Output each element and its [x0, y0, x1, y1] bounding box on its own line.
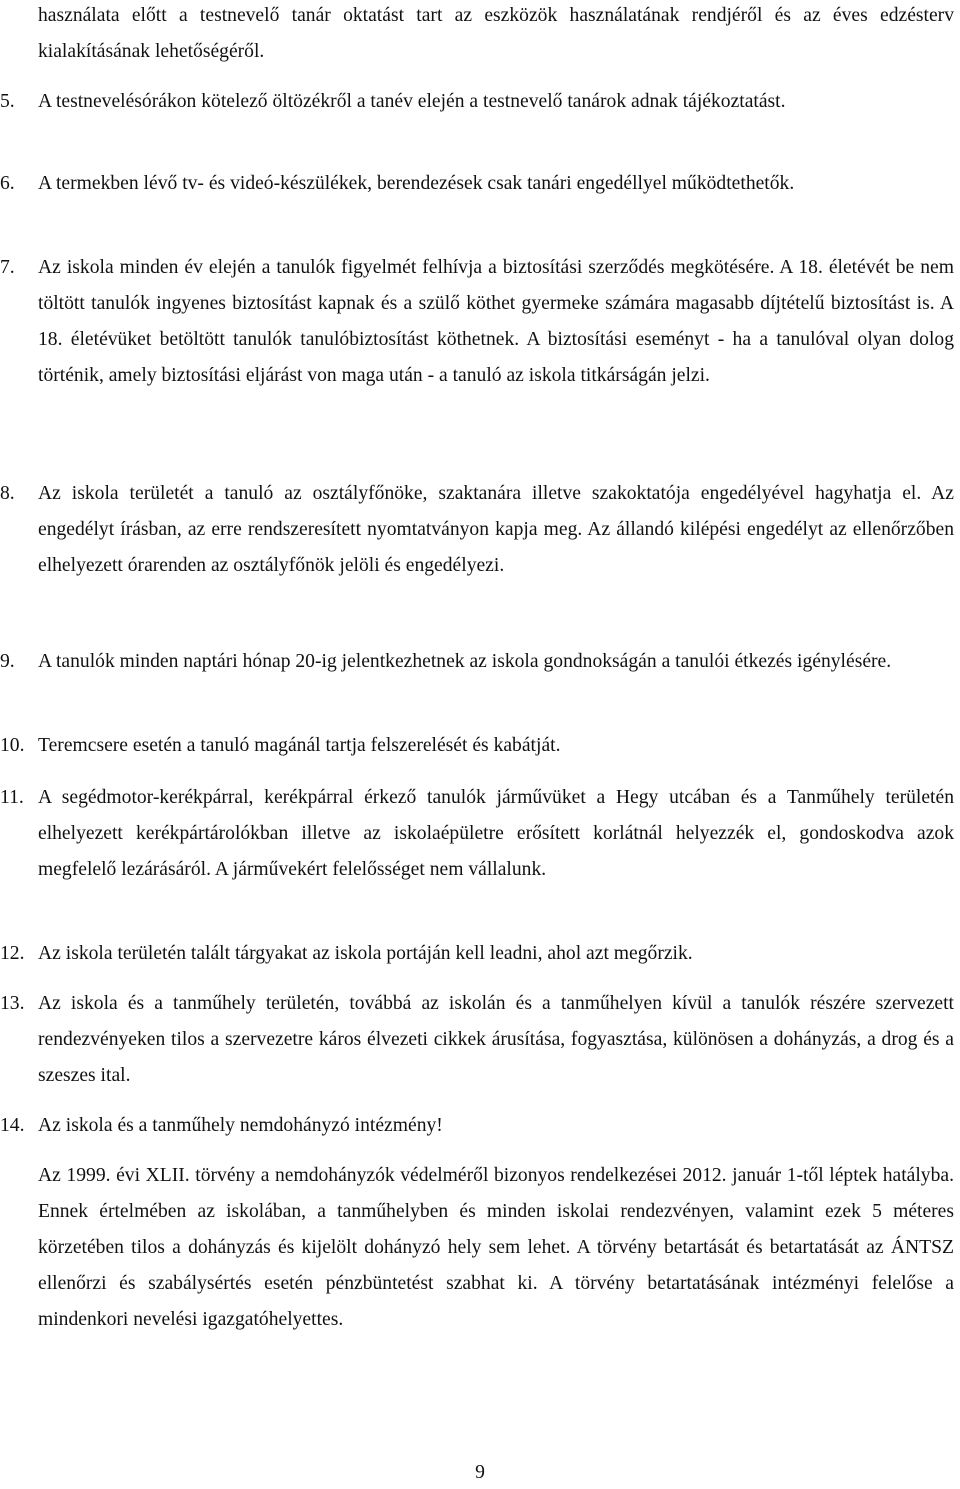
list-item-5 — [0, 84, 954, 120]
list-number: 13. — [0, 993, 25, 1014]
list-number: 11. — [0, 787, 24, 808]
list-text: Az iskola területén talált tárgyakat az iskola portáján kell leadni, ahol azt megőrzik. — [38, 943, 693, 964]
list-item-12 — [0, 936, 954, 972]
list-text: Az iskola területét a tanuló az osztályfőnöke, szaktanára illetve szakoktatója engedélyével hagyhatja el. Az engedélyt írásban, az erre rendszeresített nyomtatványon kapja meg. Az állandó kilépési engedélyt az ellenőrzőben elhelyezett órarenden az osztályfőnök jelöli és engedélyezi. — [38, 483, 954, 576]
list-number: 14. — [0, 1115, 25, 1136]
page-number: 9 — [475, 1462, 485, 1483]
list-text: Az iskola minden év elején a tanulók figyelmét felhívja a biztosítási szerződés megkötésére. A 18. életévét be nem töltött tanulók ingyenes biztosítást kapnak és a szülő köthet gyermeke számára magasabb díjtételű biztosítást is. A 18. életévüket betöltött tanulók tanulóbiztosítást köthetnek. A biztosítási eseményt - ha a tanulóval olyan dolog történik, amely biztosítási eljárást von maga után - a tanuló az iskola titkárságán jelzi. — [38, 257, 954, 386]
list-item-9 — [0, 644, 954, 680]
list-item-13 — [0, 986, 954, 1094]
list-text: A termekben lévő tv- és videó-készülékek, berendezések csak tanári engedéllyel működtethetők. — [38, 173, 795, 194]
list-text: A segédmotor-kerékpárral, kerékpárral érkező tanulók járművüket a Hegy utcában és a Tanműhely területén elhelyezett kerékpártárolókban illetve az iskolaépületre erősített korlátnál helyezzék el, gondoskodva azok megfelelő lezárásáról. A járművekért felelősséget nem vállalunk. — [38, 787, 954, 880]
list-number: 12. — [0, 943, 25, 964]
list-number: 9. — [0, 651, 15, 672]
list-item-11 — [0, 780, 954, 888]
list-text: Az iskola és a tanműhely területén, továbbá az iskolán és a tanműhelyen kívül a tanulók részére szervezett rendezvényeken tilos a szervezetre káros élvezeti cikkek árusítása, fogyasztása, különösen a dohányzás, a drog és a szeszes ital. — [38, 993, 954, 1086]
list-item-14 — [0, 1108, 954, 1144]
list-item-8 — [0, 476, 954, 584]
closing-paragraph: Az 1999. évi XLII. törvény a nemdohányzók védelméről bizonyos rendelkezései 2012. január 1-től léptek hatályba. Ennek értelmében az iskolában, a tanműhelyben és minden iskolai rendezvényen, valamint ezek 5 méteres körzetében tilos a dohányzás és kijelölt dohányzó hely sem lehet. A törvény betartását és betartatását az ÁNTSZ ellenőrzi és szabálysértés esetén pénzbüntetést szabhat ki. A törvény betartatásának intézményi felelőse a mindenkori nevelési igazgatóhelyettes. — [38, 1165, 954, 1330]
intro-paragraph: használata előtt a testnevelő tanár oktatást tart az eszközök használatának rendjéről és az éves edzésterv kialakításának lehetőségéről. — [38, 5, 954, 62]
list-number: 10. — [0, 735, 25, 756]
list-number: 7. — [0, 257, 15, 278]
list-item-10 — [0, 728, 954, 764]
list-text: A tanulók minden naptári hónap 20-ig jelentkezhetnek az iskola gondnokságán a tanulói étkezés igénylésére. — [38, 651, 892, 672]
list-text: Az iskola és a tanműhely nemdohányzó intézmény! — [38, 1115, 443, 1136]
list-number: 5. — [0, 91, 15, 112]
list-number: 8. — [0, 483, 15, 504]
list-text: Teremcsere esetén a tanuló magánál tartja felszerelését és kabátját. — [38, 735, 561, 756]
list-number: 6. — [0, 173, 15, 194]
list-item-6 — [0, 166, 954, 202]
list-text: A testnevelésórákon kötelező öltözékről a tanév elején a testnevelő tanárok adnak tájékoztatást. — [38, 91, 786, 112]
list-item-7 — [0, 250, 954, 394]
